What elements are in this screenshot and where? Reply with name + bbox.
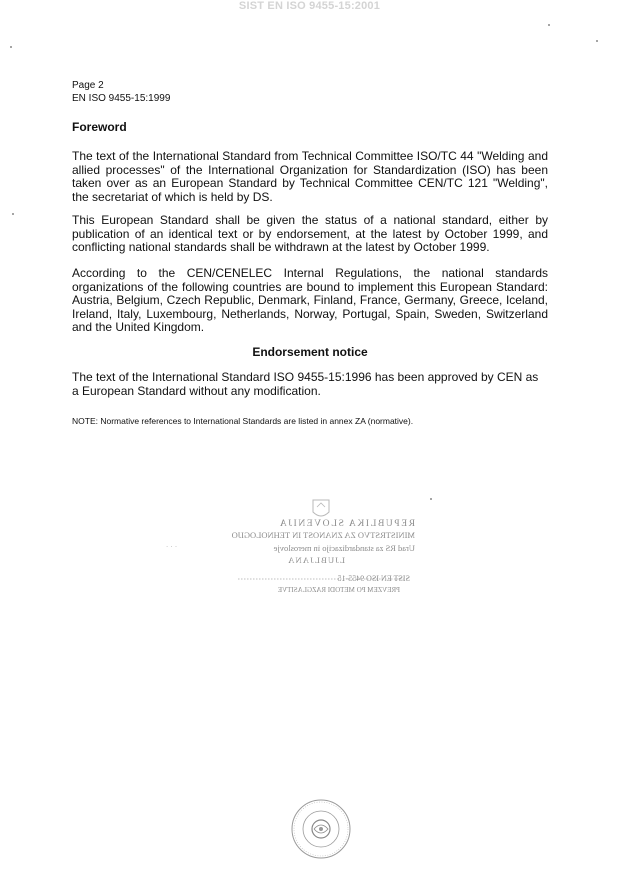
stamp-line: Urad RS za standardizacijo in meroslovje xyxy=(273,543,415,553)
endorsement-text: The text of the International Standard ISO 9455-15:1996 has been approved by CEN as a European Standard without any modification. xyxy=(72,370,539,398)
foreword-paragraph: The text of the International Standard from Technical Committee ISO/TC 44 "Welding and allied processes" of the International Organization for Standardization (ISO) has been taken over as an European Standard by Technical Committee CEN/TC 121 "Welding", the secretariat of which is held by DS. xyxy=(72,149,548,204)
stamp-line: MINISTRSTVO ZA ZNANOST IN TEHNOLOGIJO xyxy=(231,530,415,540)
svg-text:. . .: . . . xyxy=(166,540,178,549)
foreword-paragraph: According to the CEN/CENELEC Internal Regulations, the national standards organizations of the following countries are bound to implement this European Standard: Austria, Belgium, Czech Republic, Denmark, Finland, France, Germany, Greece, Iceland, Ireland, Italy, Luxembourg, Netherlands, Norway, Portugal, Spain, Sweden, Switzerland and the United Kingdom. xyxy=(72,266,548,335)
scan-speck xyxy=(548,24,550,26)
foreword-heading: Foreword xyxy=(72,120,127,134)
stamp-line: LJUBLJANA xyxy=(286,555,345,565)
normative-note: NOTE: Normative references to International Standards are listed in annex ZA (normative). xyxy=(72,416,414,426)
stamp-footer-caption: PREVZEM PO METODI RAZGLASITVE xyxy=(277,586,400,594)
page-header xyxy=(72,79,170,105)
page-number: Page 2 xyxy=(72,80,104,91)
scan-speck xyxy=(596,40,598,42)
stamp-graphic xyxy=(160,495,450,605)
stamp-footer: SIST EN ISO 9455-15 xyxy=(337,574,410,583)
scan-speck xyxy=(430,498,432,500)
seal-emblem xyxy=(290,798,352,865)
official-stamp xyxy=(160,495,450,605)
document-id: EN ISO 9455-15:1999 xyxy=(72,93,171,104)
scan-speck xyxy=(12,213,14,215)
stamp-line: REPUBLIKA SLOVENIJA xyxy=(278,519,415,529)
watermark: SIST EN ISO 9455-15:2001 xyxy=(238,0,381,12)
foreword-paragraph: This European Standard shall be given the status of a national standard, either by publication of an identical text or by endorsement, at the latest by October 1999, and conflicting national standards shall be withdrawn at the latest by October 1999. xyxy=(72,213,548,255)
endorsement-heading: Endorsement notice xyxy=(252,345,368,359)
scan-speck xyxy=(10,46,12,48)
